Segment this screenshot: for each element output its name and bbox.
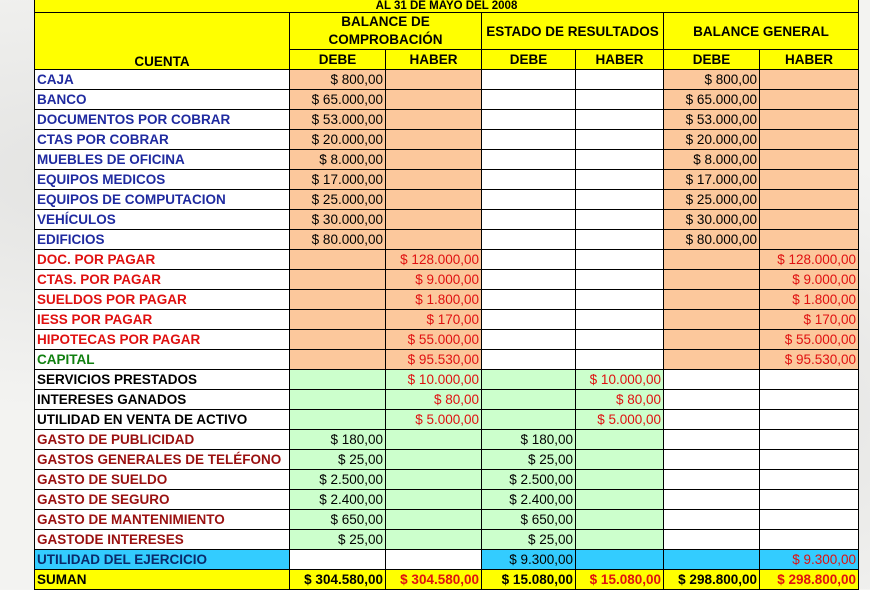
cell-bg-debe <box>664 490 760 510</box>
cell-er-debe <box>482 130 576 150</box>
cell-er-haber <box>576 250 664 270</box>
total-bg-haber: $ 298.800,00 <box>760 570 859 590</box>
cell-bg-haber: $ 95.530,00 <box>760 350 859 370</box>
cell-er-haber <box>576 530 664 550</box>
cell-er-haber <box>576 550 664 570</box>
table-row <box>35 270 859 290</box>
subheader-debe: DEBE <box>664 50 760 70</box>
account-name: UTILIDAD DEL EJERCICIO <box>35 550 290 570</box>
cell-bc-haber: $ 1.800,00 <box>386 290 482 310</box>
account-name: UTILIDAD EN VENTA DE ACTIVO <box>35 410 290 430</box>
header-cuenta: CUENTA <box>35 13 290 70</box>
cell-bg-haber: $ 9.300,00 <box>760 550 859 570</box>
cell-bc-debe: $ 650,00 <box>290 510 386 530</box>
cell-er-haber <box>576 90 664 110</box>
table-row <box>35 490 859 510</box>
cell-er-debe <box>482 290 576 310</box>
cell-bc-debe: $ 25,00 <box>290 450 386 470</box>
cell-bg-debe <box>664 510 760 530</box>
cell-bc-debe: $ 80.000,00 <box>290 230 386 250</box>
cell-bg-haber <box>760 170 859 190</box>
cell-bc-haber: $ 170,00 <box>386 310 482 330</box>
cell-bc-debe: $ 8.000,00 <box>290 150 386 170</box>
cell-bc-debe <box>290 390 386 410</box>
table-row <box>35 230 859 250</box>
cell-bg-haber <box>760 490 859 510</box>
cell-er-haber <box>576 470 664 490</box>
account-name: GASTOS GENERALES DE TELÉFONO <box>35 450 290 470</box>
account-name: HIPOTECAS POR PAGAR <box>35 330 290 350</box>
cell-bc-haber: $ 80,00 <box>386 390 482 410</box>
account-name: GASTO DE SUELDO <box>35 470 290 490</box>
cell-bg-debe <box>664 430 760 450</box>
subheader-haber: HABER <box>760 50 859 70</box>
cell-bc-haber <box>386 70 482 90</box>
cell-er-debe: $ 2.400,00 <box>482 490 576 510</box>
table-row <box>35 510 859 530</box>
cell-er-haber <box>576 190 664 210</box>
table-row <box>35 150 859 170</box>
totals-row <box>35 570 859 590</box>
cell-bg-haber <box>760 150 859 170</box>
cell-bg-debe <box>664 410 760 430</box>
cell-er-haber <box>576 310 664 330</box>
cell-bc-debe: $ 2.500,00 <box>290 470 386 490</box>
table-row <box>35 310 859 330</box>
cell-bg-debe <box>664 290 760 310</box>
cell-er-debe <box>482 90 576 110</box>
cell-er-haber <box>576 150 664 170</box>
cell-er-debe <box>482 370 576 390</box>
header-balance-comprobacion: BALANCE DE COMPROBACIÓN <box>290 13 482 50</box>
cell-bg-debe: $ 65.000,00 <box>664 90 760 110</box>
total-bc-haber: $ 304.580,00 <box>386 570 482 590</box>
cell-er-debe <box>482 310 576 330</box>
cell-bg-haber <box>760 530 859 550</box>
table-row <box>35 470 859 490</box>
account-name: EQUIPOS DE COMPUTACION <box>35 190 290 210</box>
cell-bc-debe <box>290 330 386 350</box>
cell-bc-debe: $ 53.000,00 <box>290 110 386 130</box>
cell-er-haber <box>576 170 664 190</box>
table-row <box>35 430 859 450</box>
cell-bg-debe: $ 80.000,00 <box>664 230 760 250</box>
subheader-haber: HABER <box>386 50 482 70</box>
cell-bg-debe: $ 8.000,00 <box>664 150 760 170</box>
account-name: GASTO DE SEGURO <box>35 490 290 510</box>
cell-bc-debe: $ 65.000,00 <box>290 90 386 110</box>
total-bc-debe: $ 304.580,00 <box>290 570 386 590</box>
cell-bc-debe <box>290 270 386 290</box>
cell-bg-debe <box>664 550 760 570</box>
cell-er-debe <box>482 270 576 290</box>
account-name: SUELDOS POR PAGAR <box>35 290 290 310</box>
cell-er-haber <box>576 210 664 230</box>
subheader-debe: DEBE <box>482 50 576 70</box>
cell-er-debe: $ 25,00 <box>482 450 576 470</box>
utilidad-row <box>35 550 859 570</box>
table-row <box>35 350 859 370</box>
cell-bg-debe: $ 53.000,00 <box>664 110 760 130</box>
header-balance-general: BALANCE GENERAL <box>664 13 859 50</box>
account-name: CAPITAL <box>35 350 290 370</box>
cell-bg-haber: $ 9.000,00 <box>760 270 859 290</box>
cell-er-haber <box>576 70 664 90</box>
account-name: CTAS. POR PAGAR <box>35 270 290 290</box>
cell-er-debe <box>482 110 576 130</box>
cell-er-haber <box>576 350 664 370</box>
cell-bg-haber <box>760 210 859 230</box>
cell-bc-debe: $ 800,00 <box>290 70 386 90</box>
cell-er-haber: $ 5.000,00 <box>576 410 664 430</box>
cell-er-debe <box>482 150 576 170</box>
cell-bc-haber: $ 5.000,00 <box>386 410 482 430</box>
cell-bc-haber <box>386 510 482 530</box>
cell-bg-haber <box>760 390 859 410</box>
cell-bg-debe <box>664 330 760 350</box>
cell-er-debe <box>482 170 576 190</box>
cell-er-haber <box>576 490 664 510</box>
cell-er-debe <box>482 70 576 90</box>
cell-bc-debe: $ 25,00 <box>290 530 386 550</box>
cell-bc-haber <box>386 530 482 550</box>
table-row <box>35 210 859 230</box>
table-row <box>35 250 859 270</box>
cell-bc-debe <box>290 250 386 270</box>
account-name: CTAS POR COBRAR <box>35 130 290 150</box>
cell-er-haber <box>576 110 664 130</box>
cell-bc-haber <box>386 550 482 570</box>
cell-bg-haber <box>760 130 859 150</box>
table-row <box>35 450 859 470</box>
cell-bc-haber <box>386 90 482 110</box>
totals-label: SUMAN <box>35 570 290 590</box>
cell-bc-debe <box>290 290 386 310</box>
cell-bg-debe: $ 25.000,00 <box>664 190 760 210</box>
cell-bg-debe <box>664 370 760 390</box>
cell-bg-debe: $ 17.000,00 <box>664 170 760 190</box>
cell-bc-haber <box>386 490 482 510</box>
sheet-title: AL 31 DE MAYO DEL 2008 <box>35 0 859 13</box>
cell-bg-debe <box>664 530 760 550</box>
cell-er-debe: $ 9.300,00 <box>482 550 576 570</box>
cell-er-haber: $ 80,00 <box>576 390 664 410</box>
cell-er-haber: $ 10.000,00 <box>576 370 664 390</box>
cell-bg-debe <box>664 270 760 290</box>
cell-bc-haber <box>386 130 482 150</box>
cell-er-haber <box>576 130 664 150</box>
cell-bg-haber <box>760 370 859 390</box>
cell-bc-debe <box>290 370 386 390</box>
account-name: VEHÍCULOS <box>35 210 290 230</box>
cell-bc-haber: $ 128.000,00 <box>386 250 482 270</box>
cell-bc-haber <box>386 150 482 170</box>
cell-bg-debe <box>664 450 760 470</box>
account-name: GASTODE INTERESES <box>35 530 290 550</box>
cell-bg-haber <box>760 70 859 90</box>
table-row <box>35 70 859 90</box>
cell-bc-debe: $ 20.000,00 <box>290 130 386 150</box>
cell-bc-debe: $ 17.000,00 <box>290 170 386 190</box>
subheader-debe: DEBE <box>290 50 386 70</box>
subheader-haber: HABER <box>576 50 664 70</box>
cell-bc-haber <box>386 470 482 490</box>
cell-bg-haber: $ 1.800,00 <box>760 290 859 310</box>
cell-bc-debe <box>290 310 386 330</box>
cell-er-debe <box>482 410 576 430</box>
cell-er-haber <box>576 510 664 530</box>
cell-bg-haber: $ 128.000,00 <box>760 250 859 270</box>
cell-er-debe <box>482 330 576 350</box>
cell-er-debe: $ 25,00 <box>482 530 576 550</box>
cell-er-debe: $ 2.500,00 <box>482 470 576 490</box>
cell-bc-haber <box>386 170 482 190</box>
account-name: CAJA <box>35 70 290 90</box>
worksheet-table <box>34 0 859 590</box>
cell-bg-haber <box>760 230 859 250</box>
cell-bg-haber <box>760 470 859 490</box>
cell-bc-haber <box>386 190 482 210</box>
cell-bc-haber <box>386 230 482 250</box>
table-row <box>35 410 859 430</box>
cell-er-debe <box>482 390 576 410</box>
cell-bg-haber <box>760 110 859 130</box>
table-row <box>35 290 859 310</box>
cell-bg-haber <box>760 450 859 470</box>
cell-bc-debe: $ 180,00 <box>290 430 386 450</box>
cell-bc-debe: $ 30.000,00 <box>290 210 386 230</box>
cell-er-debe: $ 650,00 <box>482 510 576 530</box>
table-row <box>35 130 859 150</box>
cell-bg-debe <box>664 250 760 270</box>
cell-bg-debe <box>664 350 760 370</box>
cell-bc-debe: $ 25.000,00 <box>290 190 386 210</box>
header-estado-resultados: ESTADO DE RESULTADOS <box>482 13 664 50</box>
account-name: DOC. POR PAGAR <box>35 250 290 270</box>
cell-er-haber <box>576 450 664 470</box>
account-name: DOCUMENTOS POR COBRAR <box>35 110 290 130</box>
cell-bg-debe: $ 30.000,00 <box>664 210 760 230</box>
cell-er-debe <box>482 210 576 230</box>
cell-bg-haber <box>760 190 859 210</box>
cell-bg-debe <box>664 310 760 330</box>
table-row <box>35 390 859 410</box>
table-row <box>35 170 859 190</box>
cell-bc-haber <box>386 210 482 230</box>
cell-bc-debe <box>290 550 386 570</box>
cell-bc-haber: $ 55.000,00 <box>386 330 482 350</box>
account-name: BANCO <box>35 90 290 110</box>
cell-bg-debe <box>664 470 760 490</box>
cell-er-debe <box>482 190 576 210</box>
table-row <box>35 110 859 130</box>
cell-bc-haber <box>386 450 482 470</box>
cell-er-debe: $ 180,00 <box>482 430 576 450</box>
cell-er-debe <box>482 250 576 270</box>
table-row <box>35 330 859 350</box>
cell-bc-debe: $ 2.400,00 <box>290 490 386 510</box>
cell-bc-haber: $ 9.000,00 <box>386 270 482 290</box>
total-bg-debe: $ 298.800,00 <box>664 570 760 590</box>
cell-bc-debe <box>290 350 386 370</box>
account-name: SERVICIOS PRESTADOS <box>35 370 290 390</box>
cell-bg-haber: $ 170,00 <box>760 310 859 330</box>
account-name: EQUIPOS MEDICOS <box>35 170 290 190</box>
cell-er-haber <box>576 290 664 310</box>
account-name: MUEBLES DE OFICINA <box>35 150 290 170</box>
account-name: EDIFICIOS <box>35 230 290 250</box>
cell-er-haber <box>576 270 664 290</box>
cell-er-debe <box>482 230 576 250</box>
cell-er-haber <box>576 430 664 450</box>
cell-bg-haber <box>760 90 859 110</box>
total-er-haber: $ 15.080,00 <box>576 570 664 590</box>
table-row <box>35 190 859 210</box>
cell-bg-haber <box>760 510 859 530</box>
cell-bc-haber <box>386 430 482 450</box>
cell-bc-debe <box>290 410 386 430</box>
cell-er-debe <box>482 350 576 370</box>
table-row <box>35 90 859 110</box>
table-row <box>35 530 859 550</box>
table-row <box>35 370 859 390</box>
cell-er-haber <box>576 230 664 250</box>
total-er-debe: $ 15.080,00 <box>482 570 576 590</box>
cell-bc-haber <box>386 110 482 130</box>
account-name: INTERESES GANADOS <box>35 390 290 410</box>
cell-bg-haber <box>760 410 859 430</box>
cell-bg-haber: $ 55.000,00 <box>760 330 859 350</box>
cell-bg-debe: $ 20.000,00 <box>664 130 760 150</box>
cell-bg-debe: $ 800,00 <box>664 70 760 90</box>
account-name: IESS POR PAGAR <box>35 310 290 330</box>
cell-bg-haber <box>760 430 859 450</box>
cell-bc-haber: $ 10.000,00 <box>386 370 482 390</box>
cell-bg-debe <box>664 390 760 410</box>
cell-bc-haber: $ 95.530,00 <box>386 350 482 370</box>
cell-er-haber <box>576 330 664 350</box>
account-name: GASTO DE MANTENIMIENTO <box>35 510 290 530</box>
account-name: GASTO DE PUBLICIDAD <box>35 430 290 450</box>
